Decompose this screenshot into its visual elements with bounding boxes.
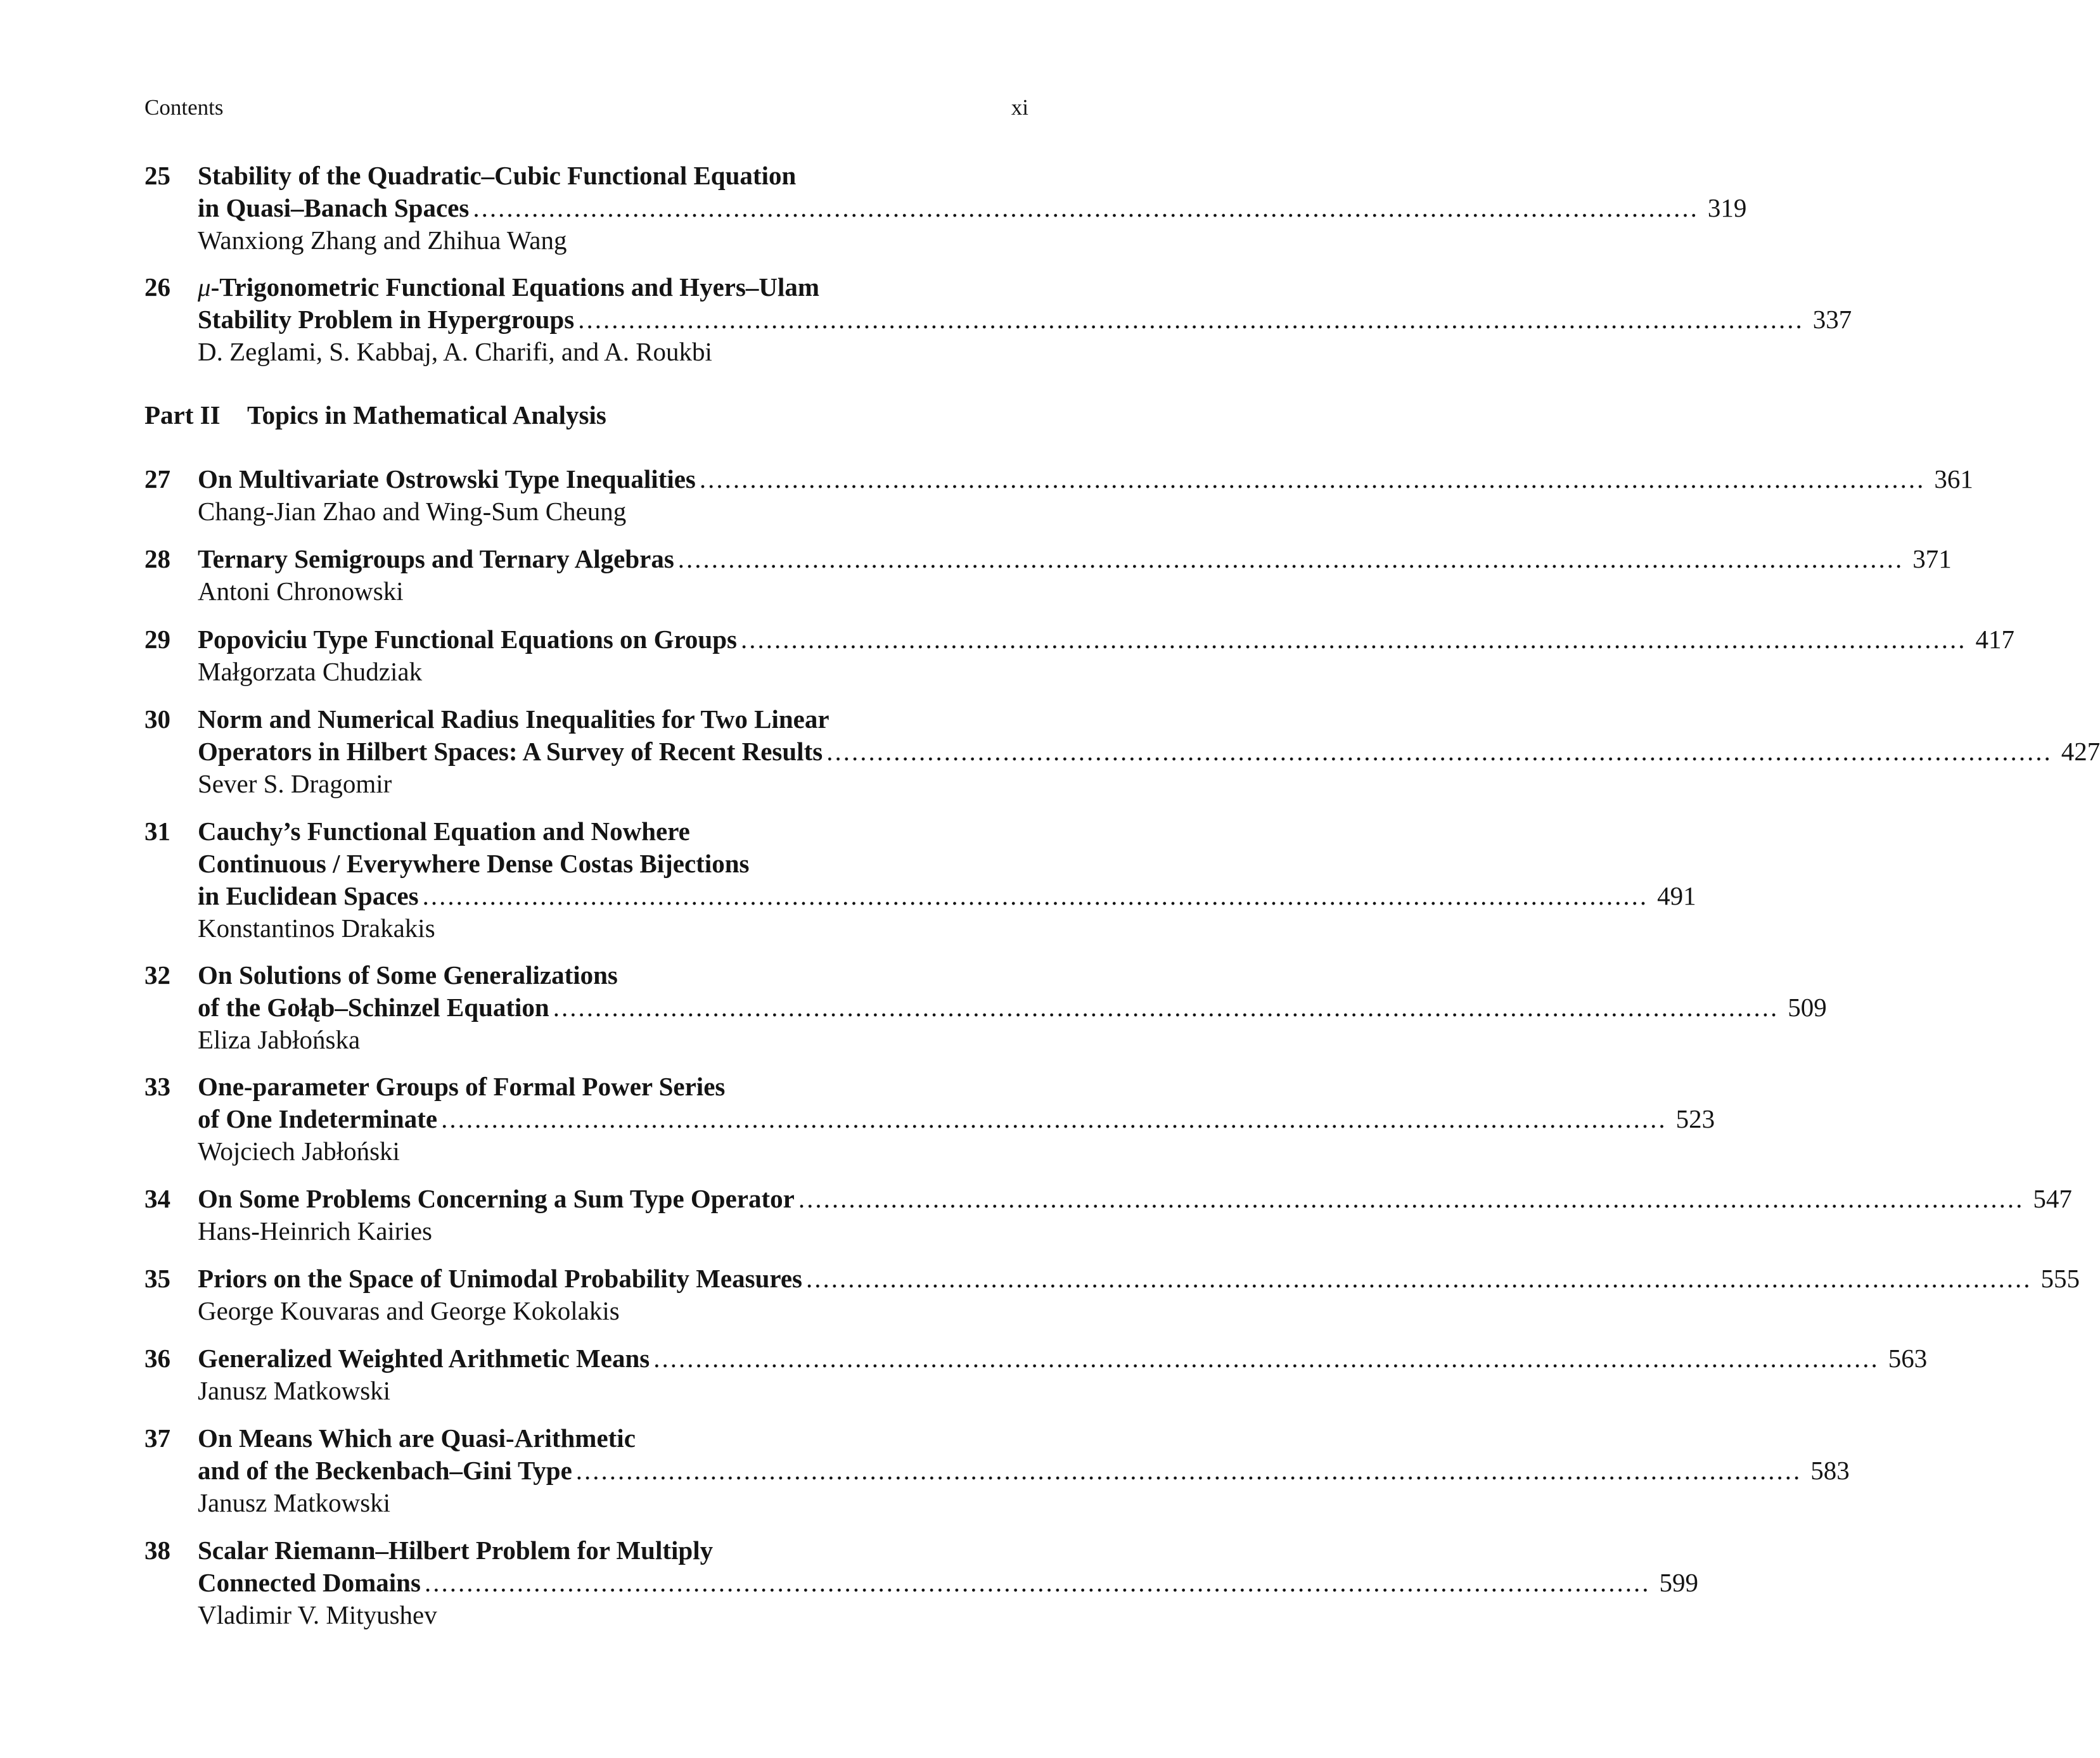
dot-leader: .................................................................................................................................................. bbox=[677, 544, 1904, 573]
toc-entry-30[interactable] bbox=[144, 703, 2100, 800]
chapter-title-line: On Multivariate Ostrowski Type Inequalities bbox=[198, 464, 696, 494]
chapter-authors: Wanxiong Zhang and Zhihua Wang bbox=[198, 226, 567, 255]
page-number: 583 bbox=[1810, 1456, 1850, 1485]
page-number: 599 bbox=[1659, 1568, 1698, 1597]
toc-entry-37[interactable] bbox=[144, 1422, 1850, 1519]
chapter-authors: Konstantinos Drakakis bbox=[198, 914, 435, 943]
part-label: Part II bbox=[144, 400, 221, 430]
chapter-authors: Janusz Matkowski bbox=[198, 1488, 391, 1517]
dot-leader: .................................................................................................................................................. bbox=[806, 1264, 2032, 1293]
toc-entry-33[interactable] bbox=[144, 1071, 1715, 1168]
toc-entry-36[interactable] bbox=[144, 1342, 1928, 1407]
running-head-page-number: xi bbox=[1011, 95, 1028, 120]
chapter-authors: Hans-Heinrich Kairies bbox=[198, 1216, 433, 1245]
chapter-title-line: Connected Domains bbox=[198, 1568, 421, 1597]
page-number: 555 bbox=[2040, 1264, 2080, 1293]
toc-entry-25[interactable] bbox=[144, 160, 1747, 257]
chapter-number: 36 bbox=[144, 1344, 170, 1373]
toc-entry-29[interactable] bbox=[144, 623, 2014, 688]
page-number: 563 bbox=[1888, 1344, 1928, 1373]
chapter-number: 27 bbox=[144, 464, 170, 494]
chapter-number: 25 bbox=[144, 161, 170, 190]
dot-leader: .................................................................................................................................................. bbox=[424, 1568, 1651, 1597]
chapter-title-line: Cauchy’s Functional Equation and Nowhere bbox=[198, 817, 690, 846]
dot-leader: .................................................................................................................................................. bbox=[553, 993, 1779, 1022]
chapter-number: 28 bbox=[144, 544, 170, 573]
chapter-authors: Vladimir V. Mityushev bbox=[198, 1600, 437, 1629]
chapter-title-line: in Euclidean Spaces bbox=[198, 881, 419, 910]
chapter-number: 26 bbox=[144, 272, 170, 302]
chapter-title-line: Popoviciu Type Functional Equations on Groups bbox=[198, 625, 737, 654]
chapter-number: 32 bbox=[144, 960, 170, 990]
toc-entry-27[interactable] bbox=[144, 463, 1973, 528]
chapter-number: 33 bbox=[144, 1072, 170, 1101]
chapter-authors: Wojciech Jabłoński bbox=[198, 1137, 400, 1166]
chapter-title-text: -Trigonometric Functional Equations and Hyers–Ulam bbox=[210, 272, 820, 302]
toc-entry-31[interactable] bbox=[144, 815, 1696, 945]
part-title: Topics in Mathematical Analysis bbox=[247, 400, 606, 430]
page-number: 371 bbox=[1912, 544, 1952, 573]
chapter-title-line: in Quasi–Banach Spaces bbox=[198, 193, 470, 222]
chapter-authors: Antoni Chronowski bbox=[198, 576, 404, 606]
chapter-title-line: Stability Problem in Hypergroups bbox=[198, 305, 575, 334]
dot-leader: .................................................................................................................................................. bbox=[441, 1104, 1667, 1133]
chapter-title-line: On Solutions of Some Generalizations bbox=[198, 960, 618, 990]
dot-leader: .................................................................................................................................................. bbox=[826, 737, 2052, 766]
dot-leader: .................................................................................................................................................. bbox=[741, 625, 1967, 654]
page-number: 523 bbox=[1675, 1104, 1715, 1133]
page-number: 319 bbox=[1707, 193, 1747, 222]
part-heading bbox=[144, 399, 606, 431]
dot-leader: .................................................................................................................................................. bbox=[575, 1456, 1802, 1485]
chapter-number: 37 bbox=[144, 1424, 170, 1453]
chapter-title-line bbox=[198, 271, 1028, 303]
chapter-authors: Sever S. Dragomir bbox=[198, 769, 392, 798]
chapter-title-line: of One Indeterminate bbox=[198, 1104, 438, 1133]
page-number: 417 bbox=[1975, 625, 2014, 654]
toc-entry-35[interactable] bbox=[144, 1263, 2080, 1327]
dot-leader: .................................................................................................................................................. bbox=[473, 193, 1699, 222]
page-number: 427 bbox=[2061, 737, 2100, 766]
running-head bbox=[144, 95, 1028, 120]
chapter-number: 35 bbox=[144, 1264, 170, 1293]
page-number: 361 bbox=[1934, 464, 1973, 494]
chapter-title-line: Operators in Hilbert Spaces: A Survey of Recent Results bbox=[198, 737, 823, 766]
chapter-title-line: Scalar Riemann–Hilbert Problem for Multiply bbox=[198, 1536, 714, 1565]
chapter-authors: Małgorzata Chudziak bbox=[198, 657, 423, 686]
dot-leader: .................................................................................................................................................. bbox=[653, 1344, 1879, 1373]
toc-entry-28[interactable] bbox=[144, 543, 1952, 608]
dot-leader: .................................................................................................................................................. bbox=[578, 305, 1804, 334]
chapter-title-line: One-parameter Groups of Formal Power Series bbox=[198, 1072, 726, 1101]
chapter-title-line: Stability of the Quadratic–Cubic Functional Equation bbox=[198, 161, 797, 190]
page-number: 491 bbox=[1657, 881, 1696, 910]
chapter-title-line: of the Gołąb–Schinzel Equation bbox=[198, 993, 549, 1022]
chapter-title-line: Ternary Semigroups and Ternary Algebras bbox=[198, 544, 674, 573]
chapter-authors: Eliza Jabłońska bbox=[198, 1025, 361, 1054]
toc-entry-26[interactable] bbox=[144, 271, 1852, 368]
chapter-title-line: Priors on the Space of Unimodal Probability Measures bbox=[198, 1264, 802, 1293]
page-number: 337 bbox=[1812, 305, 1852, 334]
chapter-number: 34 bbox=[144, 1184, 170, 1213]
chapter-title-line: Continuous / Everywhere Dense Costas Bijections bbox=[198, 849, 750, 878]
toc-entry-34[interactable] bbox=[144, 1183, 2072, 1247]
chapter-authors: Janusz Matkowski bbox=[198, 1376, 391, 1405]
chapter-title-line: On Some Problems Concerning a Sum Type Operator bbox=[198, 1184, 795, 1213]
chapter-number: 38 bbox=[144, 1536, 170, 1565]
chapter-number: 29 bbox=[144, 625, 170, 654]
chapter-authors: George Kouvaras and George Kokolakis bbox=[198, 1296, 620, 1325]
chapter-number: 30 bbox=[144, 704, 170, 734]
chapter-authors: Chang-Jian Zhao and Wing-Sum Cheung bbox=[198, 497, 627, 526]
chapter-title-line: Norm and Numerical Radius Inequalities for Two Linear bbox=[198, 704, 829, 734]
page-number: 547 bbox=[2033, 1184, 2072, 1213]
chapter-authors: D. Zeglami, S. Kabbaj, A. Charifi, and A. Roukbi bbox=[198, 337, 712, 366]
running-head-title: Contents bbox=[144, 95, 224, 120]
dot-leader: .................................................................................................................................................. bbox=[699, 464, 1926, 494]
chapter-title-line: and of the Beckenbach–Gini Type bbox=[198, 1456, 572, 1485]
dot-leader: .................................................................................................................................................. bbox=[798, 1184, 2025, 1213]
page-number: 509 bbox=[1788, 993, 1827, 1022]
chapter-title-line: Generalized Weighted Arithmetic Means bbox=[198, 1344, 650, 1373]
mu-symbol: μ bbox=[198, 272, 211, 302]
chapter-title-line: On Means Which are Quasi-Arithmetic bbox=[198, 1424, 636, 1453]
chapter-number: 31 bbox=[144, 817, 170, 846]
toc-entry-38[interactable] bbox=[144, 1534, 1698, 1631]
dot-leader: .................................................................................................................................................. bbox=[422, 881, 1649, 910]
toc-entry-32[interactable] bbox=[144, 959, 1827, 1056]
